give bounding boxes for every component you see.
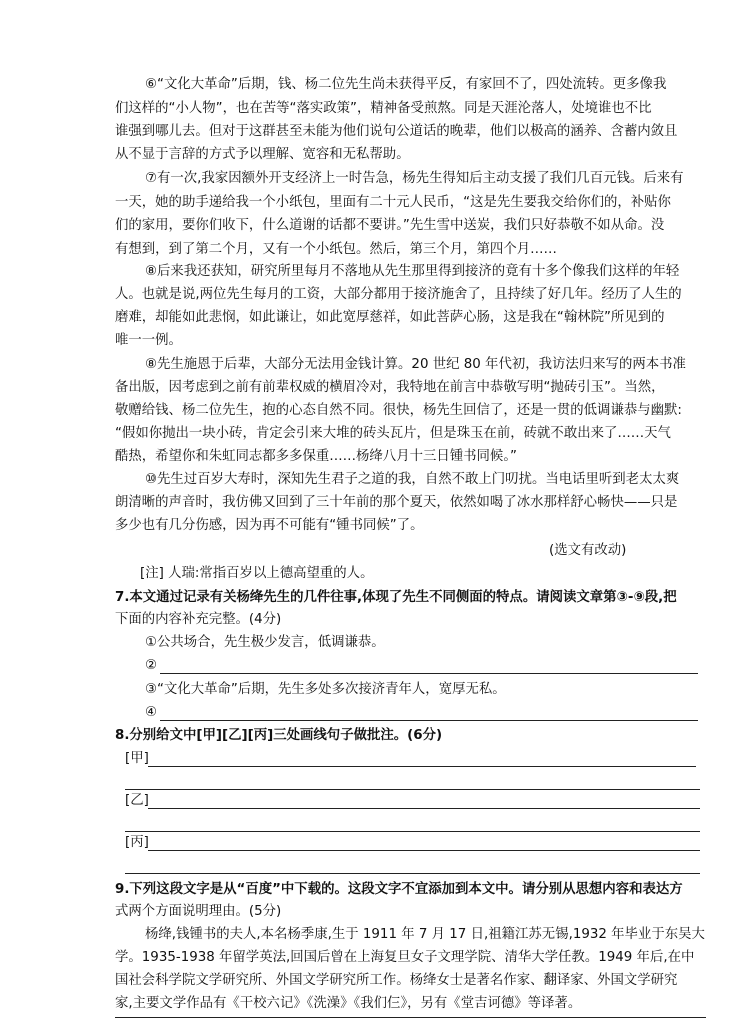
paragraph-10-line: ⑩先生过百岁大寿时，深知先生君子之道的我，自然不敢上门叨扰。当电话里听到老太太爽: [145, 472, 680, 487]
paragraph-8-line: 人。也就是说,两位先生每月的工资，大部分都用于接济施舍了，且持续了好几年。经历了人生的: [115, 287, 682, 302]
source-note: (选文有改动): [549, 543, 627, 558]
q9-passage-line: 国社会科学院文学研究所、外国文学研究所工作。杨绛女士是著名作家、翻译家、外国文学研究: [115, 973, 678, 988]
q8-bing-answer-line-1[interactable]: [148, 850, 700, 851]
q8-label-jia: [甲]: [125, 751, 149, 766]
paragraph-9-line: ⑧先生施恩于后辈，大部分无法用金钱计算。20 世纪 80 年代初，我访法归来写的两本书准: [145, 357, 686, 372]
paragraph-7-line: 一天，她的助手递给我一个小纸包，里面有二十元人民币，“这是先生要我交给你们的，补贴你: [115, 195, 671, 210]
q8-bing-answer-line-2[interactable]: [125, 873, 700, 874]
q7-item-3: ③“文化大革命”后期，先生多处多次接济青年人，宽厚无私。: [145, 682, 506, 697]
q7-item-4-answer-line[interactable]: [160, 720, 698, 721]
question-8-stem: 8.分别给文中[甲][乙][丙]三处画线句子做批注。(6分): [115, 728, 443, 743]
paragraph-6-line: 们这样的“小人物”，也在苦等“落实政策”，精神备受煎熬。同是天涯沦落人，处境谁也不比: [115, 101, 652, 116]
paragraph-7-line: ⑦有一次,我家因额外开支经济上一时告急，杨先生得知后主动支援了我们几百元钱。后来有: [145, 171, 684, 186]
q8-label-yi: [乙]: [125, 793, 149, 808]
q8-jia-answer-line-2[interactable]: [125, 789, 700, 790]
paragraph-9-line: “假如你抛出一块小砖，肯定会引来大堆的砖头瓦片，但是珠玉在前，砖就不敢出来了……天气: [115, 426, 671, 441]
q7-item-2-label: ②: [145, 658, 158, 673]
question-9-stem: 式两个方面说明理由。(5分): [115, 904, 282, 919]
paragraph-8-line: ⑧后来我还获知，研究所里每月不落地从先生那里得到接济的竟有十多个像我们这样的年轻: [145, 264, 680, 279]
q7-item-1: ①公共场合，先生极少发言，低调谦恭。: [145, 635, 385, 650]
paragraph-7-line: 们的家用，要你们收下，什么道谢的话都不要讲。”先生雪中送炭，我们只好恭敬不如从命。没: [115, 218, 665, 233]
q9-answer-line[interactable]: [115, 1017, 706, 1018]
paragraph-7-line: 有想到，到了第二个月，又有一个小纸包。然后，第三个月，第四个月……: [115, 242, 557, 257]
footnote: [注] 人瑞:常指百岁以上德高望重的人。: [140, 566, 374, 581]
q7-item-2-answer-line[interactable]: [160, 673, 698, 674]
q8-label-bing: [丙]: [125, 835, 149, 850]
question-7-stem: 7.本文通过记录有关杨绛先生的几件往事,体现了先生不同侧面的特点。请阅读文章第③-⑨段,把: [115, 590, 677, 605]
paragraph-8-line: 唯一一例。: [115, 333, 182, 348]
q9-passage-line: 家,主要文学作品有《干校六记》《洗澡》《我们仨》，另有《堂吉诃德》等译著。: [115, 996, 582, 1011]
paragraph-9-line: 酷热，希望你和朱虹同志都多多保重……杨绛八月十三日锺书同候。”: [115, 449, 517, 464]
question-7-stem: 下面的内容补充完整。(4分): [115, 612, 282, 627]
paragraph-9-line: 敬赠给钱、杨二位先生，抱的心态自然不同。很快，杨先生回信了，还是一贯的低调谦恭与幽默:: [115, 403, 682, 418]
paragraph-6-line: 从不显于言辞的方式予以理解、宽容和无私帮助。: [115, 147, 410, 162]
paragraph-6-line: ⑥“文化大革命”后期，钱、杨二位先生尚未获得平反，有家回不了，四处流转。更多像我: [145, 77, 667, 92]
paragraph-8-line: 磨难，却能如此悲悯，如此谦让，如此宽厚慈祥，如此菩萨心肠，这是我在“翰林院”所见到的: [115, 310, 665, 325]
paragraph-10-line: 朗清晰的声音时，我仿佛又回到了三十年前的那个夏天，依然如喝了冰水那样舒心畅快——只是: [115, 495, 678, 510]
q7-item-4-label: ④: [145, 705, 158, 720]
question-9-stem: 9.下列这段文字是从“百度”中下载的。这段文字不宜添加到本文中。请分别从思想内容和表达方: [115, 882, 683, 897]
q8-yi-answer-line-2[interactable]: [125, 831, 700, 832]
q9-passage-line: 学。1935-1938 年留学英法,回国后曾在上海复旦女子文理学院、清华大学任教。1949 年后,在中: [115, 950, 695, 965]
paragraph-9-line: 备出版，因考虑到之前有前辈权威的横眉冷对，我特地在前言中恭敬写明“抛砖引玉”。当然，: [115, 380, 665, 395]
paragraph-6-line: 谁强到哪儿去。但对于这群甚至未能为他们说句公道话的晚辈，他们以极高的涵养、含蓄内敛且: [115, 124, 678, 139]
q8-yi-answer-line-1[interactable]: [148, 808, 700, 809]
q8-jia-answer-line-1[interactable]: [148, 766, 696, 767]
paragraph-10-line: 多少也有几分伤感，因为再不可能有“锺书同候”了。: [115, 518, 424, 533]
q9-passage-line: 杨绛,钱锺书的夫人,本名杨季康,生于 1911 年 7 月 17 日,祖籍江苏无锡,1932 年毕业于东吴大: [145, 927, 705, 942]
